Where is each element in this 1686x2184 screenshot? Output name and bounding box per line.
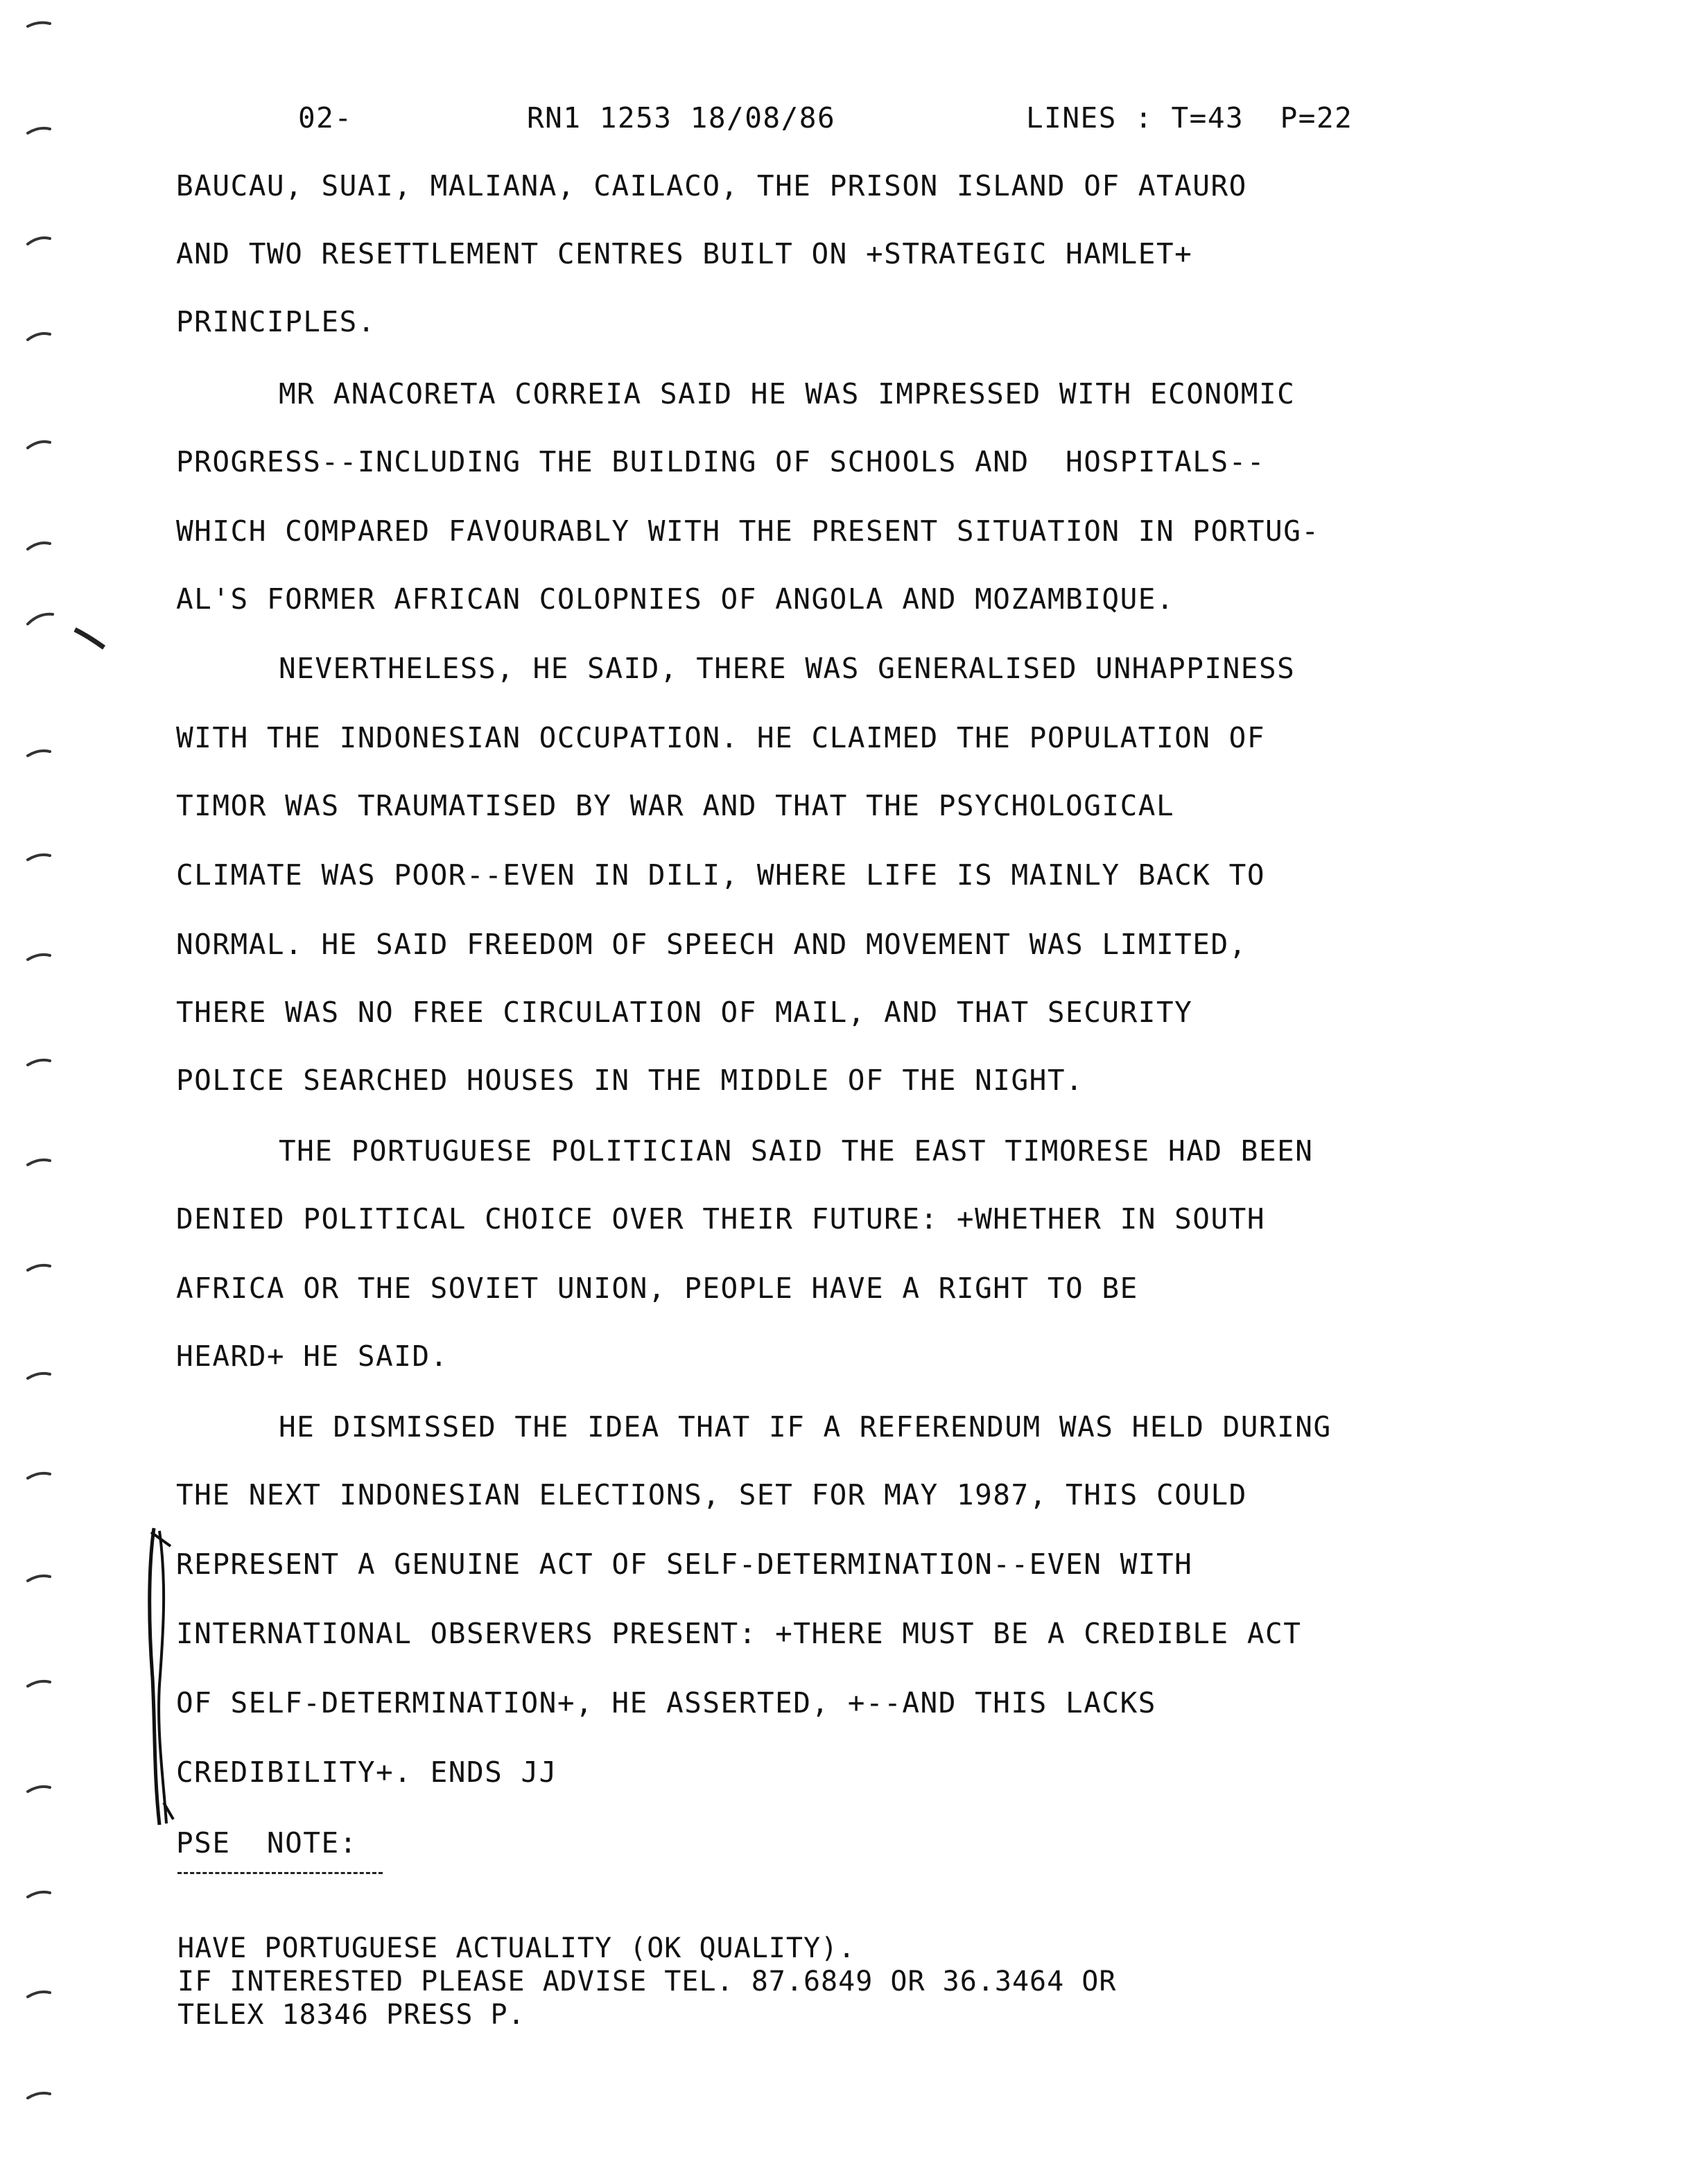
telex-header (298, 101, 1407, 135)
body-line: THE NEXT INDONESIAN ELECTIONS, SET FOR MAY 1987, THIS COULD (176, 1478, 1247, 1511)
body-line: HE DISMISSED THE IDEA THAT IF A REFERENDUM WAS HELD DURING (279, 1410, 1332, 1444)
body-line: AFRICA OR THE SOVIET UNION, PEOPLE HAVE A RIGHT TO BE (176, 1272, 1138, 1305)
body-line: PROGRESS--INCLUDING THE BUILDING OF SCHOOLS AND HOSPITALS-- (176, 445, 1266, 478)
header-page-number: 02- (298, 101, 353, 135)
body-line: TIMOR WAS TRAUMATISED BY WAR AND THAT THE PSYCHOLOGICAL (176, 789, 1175, 822)
body-line: CLIMATE WAS POOR--EVEN IN DILI, WHERE LIFE IS MAINLY BACK TO (176, 858, 1266, 892)
body-line: CREDIBILITY+. ENDS JJ (176, 1756, 557, 1789)
body-line: BAUCAU, SUAI, MALIANA, CAILACO, THE PRISON ISLAND OF ATAURO (176, 169, 1247, 202)
body-line: WITH THE INDONESIAN OCCUPATION. HE CLAIMED THE POPULATION OF (176, 721, 1266, 754)
body-line: WHICH COMPARED FAVOURABLY WITH THE PRESENT SITUATION IN PORTUG- (176, 514, 1320, 548)
body-line: REPRESENT A GENUINE ACT OF SELF-DETERMINATION--EVEN WITH (176, 1548, 1193, 1581)
note-line: IF INTERESTED PLEASE ADVISE TEL. 87.6849 OR 36.3464 OR (177, 1966, 1117, 1997)
note-line: TELEX 18346 PRESS P. (177, 1999, 525, 2031)
body-line: NEVERTHELESS, HE SAID, THERE WAS GENERALISED UNHAPPINESS (279, 652, 1296, 685)
body-line: INTERNATIONAL OBSERVERS PRESENT: +THERE MUST BE A CREDIBLE ACT (176, 1617, 1302, 1650)
body-line: NORMAL. HE SAID FREEDOM OF SPEECH AND MOVEMENT WAS LIMITED, (176, 928, 1247, 961)
body-line: DENIED POLITICAL CHOICE OVER THEIR FUTURE: +WHETHER IN SOUTH (176, 1202, 1266, 1236)
body-line: HEARD+ HE SAID. (176, 1340, 449, 1373)
note-label: PSE NOTE: (176, 1826, 358, 1860)
body-line: MR ANACORETA CORREIA SAID HE WAS IMPRESSED WITH ECONOMIC (279, 377, 1296, 410)
body-line: OF SELF-DETERMINATION+, HE ASSERTED, +--AND THIS LACKS (176, 1686, 1156, 1719)
note-underline (177, 1872, 383, 1874)
body-line: POLICE SEARCHED HOUSES IN THE MIDDLE OF THE NIGHT. (176, 1064, 1084, 1097)
body-line: THE PORTUGUESE POLITICIAN SAID THE EAST TIMORESE HAD BEEN (279, 1134, 1314, 1168)
header-line-count: LINES : T=43 P=22 (1026, 101, 1353, 135)
margin-punch-marks (0, 0, 139, 2184)
header-reference: RN1 1253 18/08/86 (527, 101, 836, 135)
note-line: HAVE PORTUGUESE ACTUALITY (OK QUALITY). (177, 1932, 856, 1964)
body-line: AND TWO RESETTLEMENT CENTRES BUILT ON +STRATEGIC HAMLET+ (176, 237, 1193, 270)
body-line: THERE WAS NO FREE CIRCULATION OF MAIL, AND THAT SECURITY (176, 996, 1193, 1029)
body-line: AL'S FORMER AFRICAN COLOPNIES OF ANGOLA AND MOZAMBIQUE. (176, 582, 1175, 616)
body-line: PRINCIPLES. (176, 305, 376, 338)
